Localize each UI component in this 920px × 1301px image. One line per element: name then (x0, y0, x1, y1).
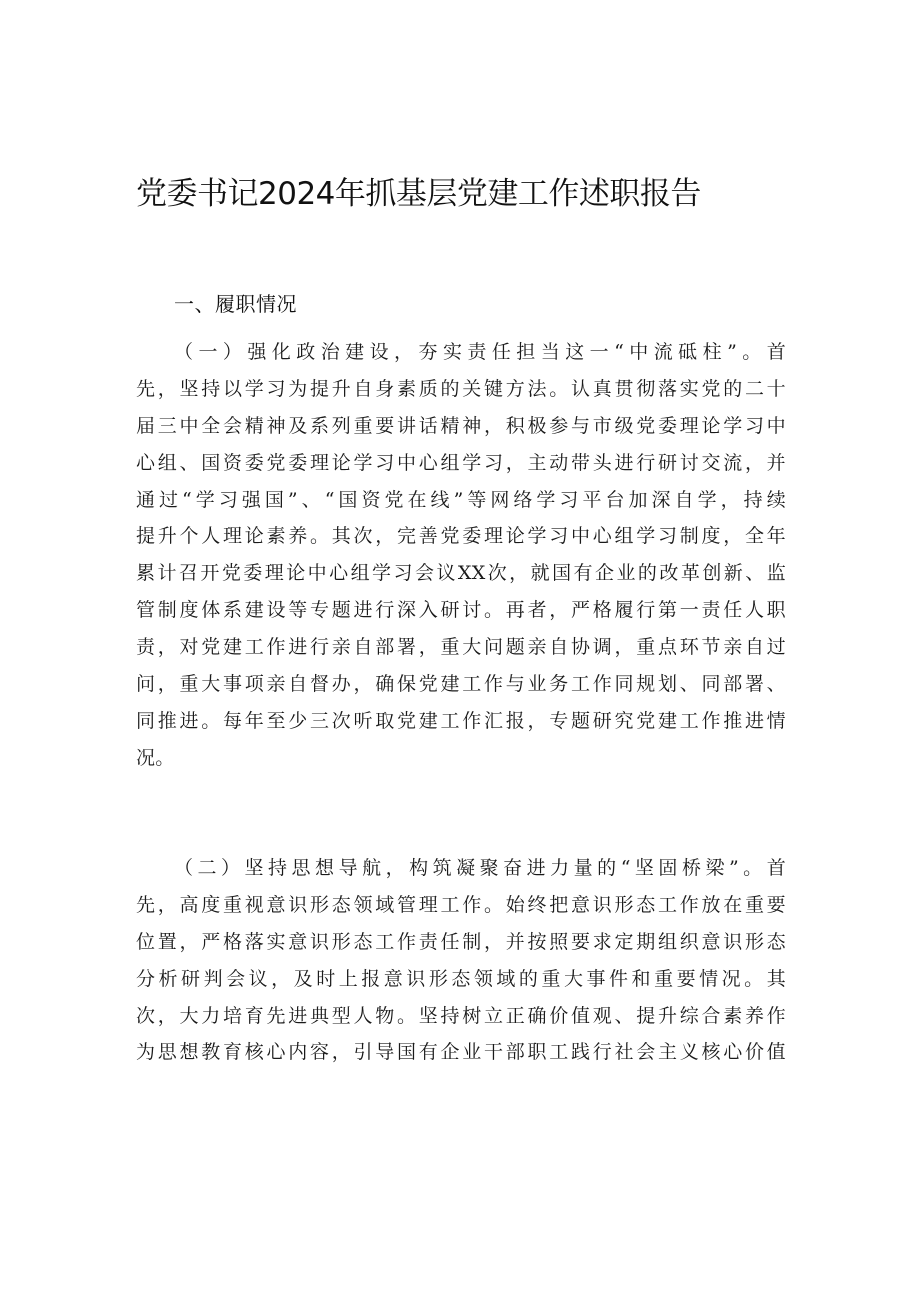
paragraph-line: 问，重大事项亲自督办，确保党建工作与业务工作同规划、同部署、 (136, 673, 786, 696)
paragraph-1 (136, 334, 786, 777)
section-heading: 一、履职情况 (174, 292, 297, 316)
paragraph-line: 管制度体系建设等专题进行深入研讨。再者，严格履行第一责任人职 (136, 599, 786, 622)
paragraph-line: 位置，严格落实意识形态工作责任制，并按照要求定期组织意识形态 (136, 930, 786, 953)
paragraph-line: 责，对党建工作进行亲自部署，重大问题亲自协调，重点环节亲自过 (136, 636, 786, 659)
paragraph-line: 先，坚持以学习为提升自身素质的关键方法。认真贯彻落实党的二十 (136, 377, 786, 400)
paragraph-line: （一）强化政治建设，夯实责任担当这一“中流砥柱”。首 (174, 341, 786, 363)
paragraph-line: 心组、国资委党委理论学习中心组学习，主动带头进行研讨交流，并 (136, 451, 786, 474)
paragraph-2 (136, 850, 786, 1071)
paragraph-line: 同推进。每年至少三次听取党建工作汇报，专题研究党建工作推进情 (136, 709, 786, 732)
paragraph-line: 累计召开党委理论中心组学习会议XX次，就国有企业的改革创新、监 (136, 562, 786, 585)
document-title: 党委书记2024年抓基层党建工作述职报告 (136, 176, 701, 212)
paragraph-line: 次，大力培育先进典型人物。坚持树立正确价值观、提升综合素养作 (136, 1004, 786, 1027)
paragraph-line: 为思想教育核心内容，引导国有企业干部职工践行社会主义核心价值 (136, 1041, 786, 1064)
paragraph-line: （二）坚持思想导航，构筑凝聚奋进力量的“坚固桥梁”。首 (174, 857, 786, 879)
paragraph-line: 提升个人理论素养。其次，完善党委理论学习中心组学习制度，全年 (136, 525, 786, 548)
paragraph-line: 分析研判会议，及时上报意识形态领域的重大事件和重要情况。其 (136, 967, 786, 990)
paragraph-line: 先，高度重视意识形态领域管理工作。始终把意识形态工作放在重要 (136, 893, 786, 916)
paragraph-line: 届三中全会精神及系列重要讲话精神，积极参与市级党委理论学习中 (136, 414, 786, 437)
paragraph-line: 通过“学习强国”、“国资党在线”等网络学习平台加深自学，持续 (136, 488, 786, 511)
paragraph-line: 况。 (136, 746, 175, 769)
